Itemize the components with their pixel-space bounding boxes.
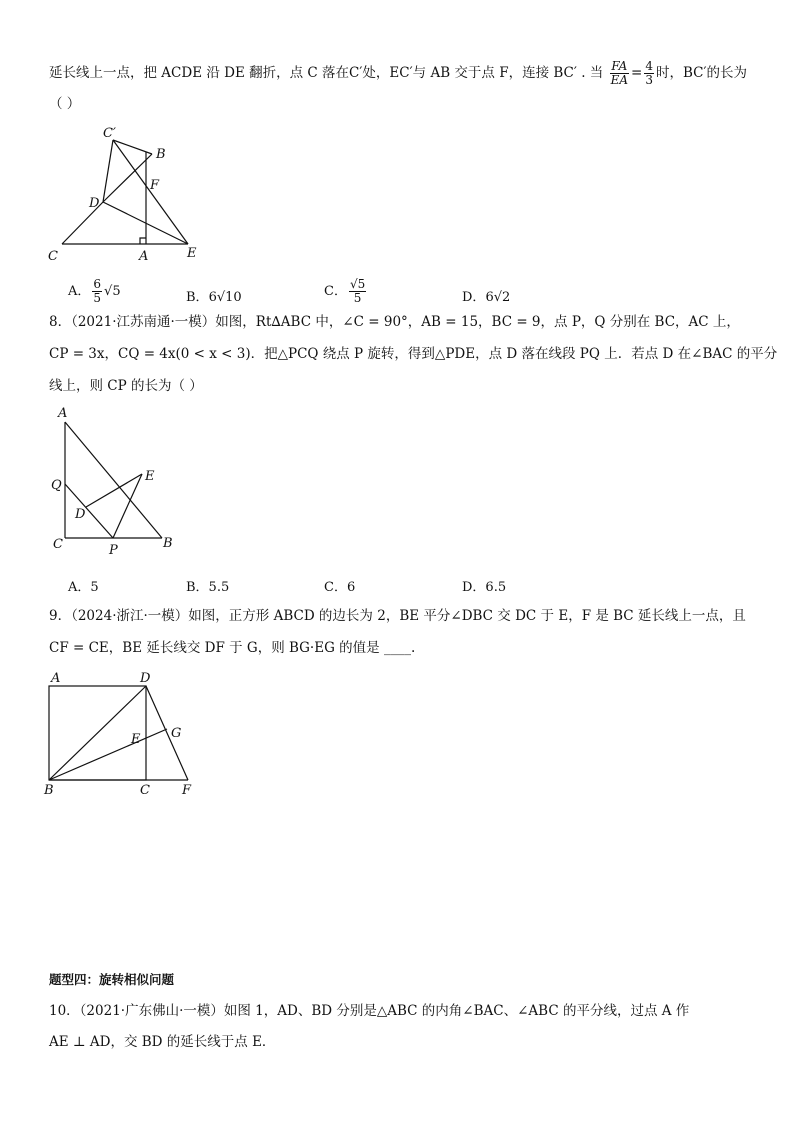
q7-label-e: E — [187, 246, 197, 261]
q9-label-b: B — [44, 783, 54, 798]
q8-figure — [45, 402, 185, 560]
q7-stem-post: 时，BC′的长为 — [655, 65, 748, 81]
q7-label-a: A — [139, 249, 149, 264]
q8-options — [68, 576, 728, 596]
q7-label-b: B — [156, 147, 166, 162]
q8-option-a[interactable]: A．5 — [68, 580, 99, 595]
q9-stem-line2: CF = CE，BE 延长线交 DF 于 G，则 BG·EG 的值是 ____. — [49, 640, 416, 656]
q8-stem-line1: 8．（2021·江苏南通·一模）如图，Rt∆ABC 中，∠C = 90°，AB = 15，BC = 9，点 P，Q 分别在 BC，AC 上， — [49, 314, 740, 330]
q7-equals: = — [631, 65, 643, 81]
q7-label-d: D — [89, 196, 100, 211]
q8-option-d[interactable]: D．6.5 — [462, 580, 507, 595]
q8-label-c: C — [53, 537, 63, 552]
q8-label-b: B — [163, 536, 173, 551]
q10-stem-line1: 10．（2021·广东佛山·一模）如图 1，AD、BD 分别是△ABC 的内角∠BAC、∠ABC 的平分线，过点 A 作 — [49, 1003, 690, 1019]
q7-figure — [40, 120, 220, 268]
q9-label-f: F — [182, 783, 192, 798]
q7-options — [68, 278, 728, 308]
q9-label-d: D — [140, 671, 151, 686]
q8-label-a: A — [58, 406, 68, 421]
q9-figure — [40, 666, 200, 798]
q7-fraction-fa-ea: $\frac{FA}{EA}$ — [610, 59, 629, 87]
q7-answer-bracket: （ ） — [49, 96, 81, 112]
q7-label-c-prime: C′ — [103, 126, 116, 141]
q9-label-g: G — [171, 726, 182, 741]
q7-option-d[interactable]: D．6√2 — [462, 290, 511, 305]
q7-label-c: C — [48, 249, 58, 264]
q8-option-b[interactable]: B．5.5 — [186, 580, 230, 595]
q8-option-c[interactable]: C．6 — [324, 580, 356, 595]
section-heading: 题型四：旋转相似问题 — [49, 972, 175, 987]
q7-stem-pre: 延长线上一点，把 ACDE 沿 DE 翻折，点 C 落在C′处，EC′与 AB 交于点 F，连接 BC′ . 当 — [49, 65, 604, 81]
q10-stem-line2: AE ⊥ AD，交 BD 的延长线于点 E． — [49, 1034, 276, 1050]
q8-label-q: Q — [51, 478, 62, 493]
q8-label-d: D — [75, 507, 86, 522]
q7-option-a[interactable]: A． $\frac{6}{5}$ √5 — [68, 277, 121, 305]
q7-fraction-value: $\frac{4}{3}$ — [645, 59, 653, 87]
q7-option-c[interactable]: C． $\frac{√5}{5}$ — [324, 277, 366, 305]
q7-label-f: F — [150, 178, 160, 193]
q9-stem-line1: 9．（2024·浙江·一模）如图，正方形 ABCD 的边长为 2，BE 平分∠DBC 交 DC 于 E，F 是 BC 延长线上一点，且 — [49, 608, 746, 624]
q9-label-e: E — [131, 732, 141, 747]
q8-label-e: E — [145, 469, 155, 484]
q7-option-b[interactable]: B．6√10 — [186, 290, 242, 305]
q8-label-p: P — [109, 543, 118, 558]
q9-label-a: A — [51, 671, 61, 686]
q7-stem-line1 — [49, 60, 747, 87]
q8-stem-line2: CP = 3x，CQ = 4x(0 < x < 3)．把△PCQ 绕点 P 旋转，得到△PDE，点 D 落在线段 PQ 上．若点 D 在∠BAC 的平分 — [49, 346, 778, 362]
q9-label-c: C — [140, 783, 150, 798]
q8-stem-line3: 线上，则 CP 的长为（ ） — [49, 378, 203, 394]
